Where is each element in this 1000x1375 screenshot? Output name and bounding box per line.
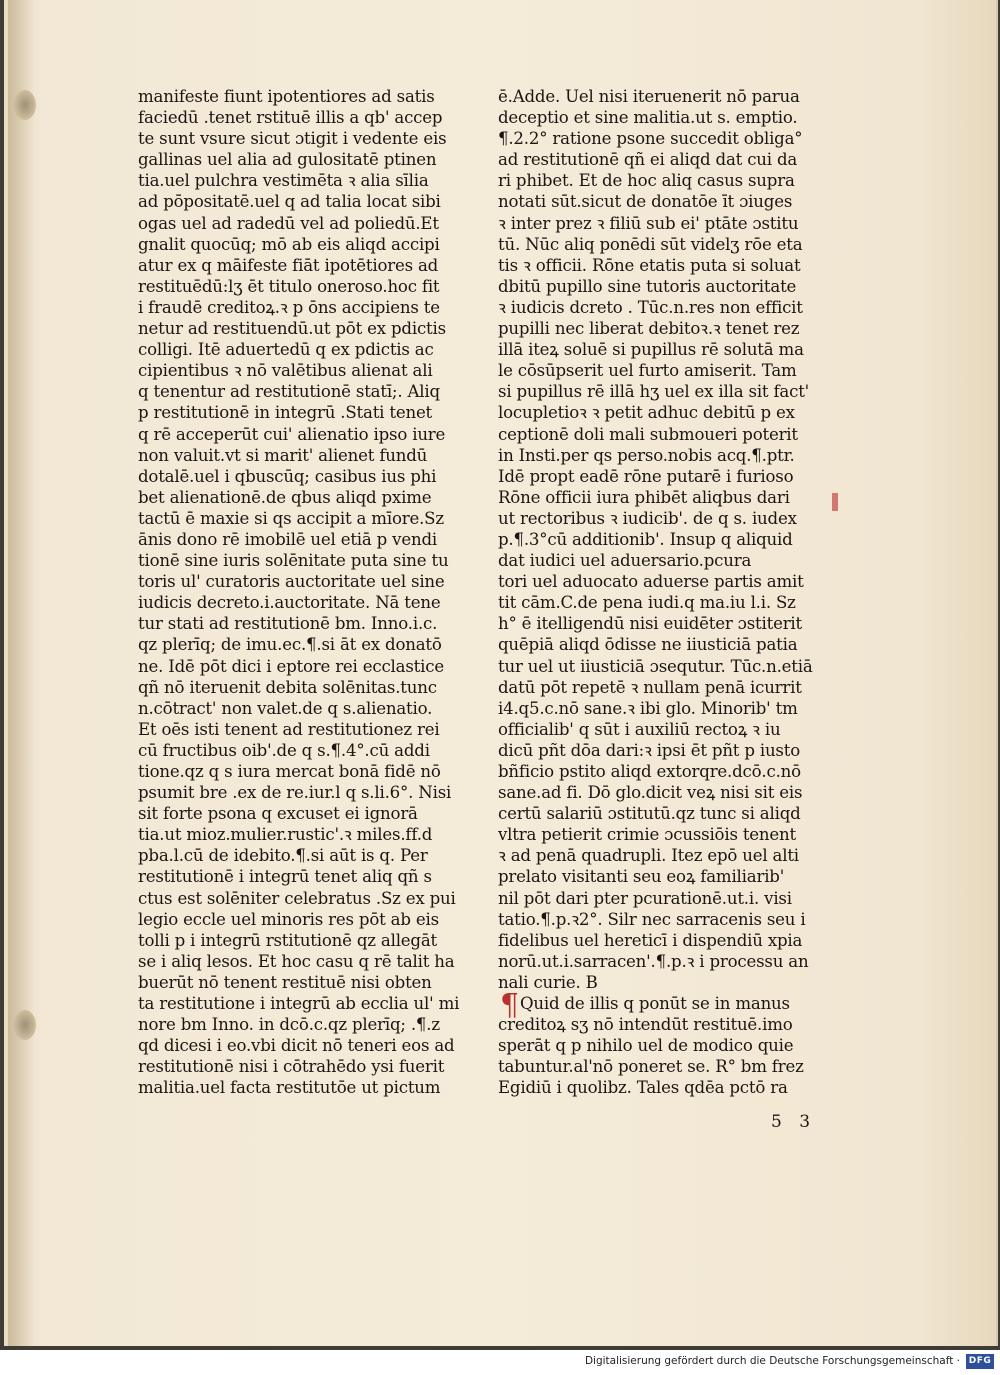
text-line: ut rectoribus ꝛ iudicib'. de q s. iudex: [498, 508, 797, 528]
text-line: Egidiū i quolibz. Tales qdēa pctō ra: [498, 1078, 788, 1098]
text-line: sit forte psona q excuset ei ignorā: [138, 804, 418, 824]
text-line: dotalē.uel i qbuscūq; casibus ius phi: [138, 466, 437, 486]
text-line: pupilli nec liberat debitoꝛ.ꝛ tenet rez: [498, 319, 800, 339]
text-line: pba.l.cū de idebito.¶.si aūt is q. Per: [138, 846, 428, 866]
text-line: te sunt vsure sicut ɔtigit i vedente eis: [138, 129, 447, 149]
text-column-left: [138, 86, 478, 1099]
text-line: qd dicesi i eo.vbi dicit nō teneri eos ad: [138, 1036, 455, 1056]
page-signature: 5 3: [771, 1112, 817, 1132]
text-line: gnalit quocūq; mō ab eis aliqd accipi: [138, 234, 440, 254]
text-line: restituēdū:lʒ ēt titulo oneroso.hoc fit: [138, 276, 440, 296]
text-line: tionē sine iuris solēnitate puta sine tu: [138, 551, 449, 571]
text-line: in Insti.per qs perso.nobis acq.¶.ptr.: [498, 445, 795, 465]
text-line: dicū pñt dōa dari:ꝛ ipsi ēt pñt p iusto: [498, 740, 801, 760]
text-line: tū. Nūc aliq ponēdi sūt videlʒ rōe eta: [498, 234, 803, 254]
text-line: nil pōt dari pter pcurationē.ut.i. visi: [498, 888, 792, 908]
text-line: manifeste fiunt ipotentiores ad satis: [138, 87, 435, 106]
text-line: bñficio pstito aliqd extorqre.dcō.c.nō: [498, 762, 801, 781]
text-line: legio eccle uel minoris res pōt ab eis: [138, 909, 439, 929]
text-line: ē.Adde. Uel nisi iteruenerit nō parua: [498, 87, 800, 106]
text-line: bet alienationē.de qbus aliqd pxime: [138, 487, 432, 507]
text-line: cū fructibus oib'.de q s.¶.4°.cū addi: [138, 740, 430, 760]
footer-bar: [0, 1350, 1000, 1375]
text-line: n.cōtract' non valet.de q s.alienatio.: [138, 698, 433, 718]
text-line: tur stati ad restitutionē bm. Inno.i.c.: [138, 614, 438, 634]
binding-gutter: [8, 0, 34, 1346]
text-line: ānis dono rē imobilē uel etiā p vendi: [138, 529, 437, 549]
text-line: ctus est solēniter celebratus .Sz ex pui: [138, 888, 456, 908]
text-line: qñ nō iteruenit debita solēnitas.tunc: [138, 677, 437, 697]
text-line: tia.ut mioz.mulier.rustic'.ꝛ miles.ff.d: [138, 825, 433, 845]
text-line: dat iudici uel aduersario.pcura: [498, 551, 752, 571]
text-line: Et oēs isti tenent ad restitutionez rei: [138, 719, 440, 739]
text-line: prelato visitanti seu eoꝝ familiarib': [498, 867, 785, 887]
text-line: vltra petierit crimie ɔcussiōis tenent: [498, 825, 796, 845]
text-line: Idē propt eadē rōne putarē i furioso: [498, 466, 794, 486]
text-line: Quid de illis q ponūt se in manus: [520, 994, 790, 1014]
text-line: norū.ut.i.sarracen'.¶.p.ꝛ i processu an: [498, 951, 809, 971]
funding-credit: Digitalisierung gefördert durch die Deutsche Forschungsgemeinschaft ·: [584, 1355, 960, 1367]
text-line: tur uel ut iiusticiā ɔsequtur. Tūc.n.etiā: [498, 656, 813, 676]
text-line: ogas uel ad radedū vel ad poliedū.Et: [138, 213, 439, 233]
text-line: tione.qz q s iura mercat bonā fidē nō: [138, 762, 441, 781]
rubrication-mark: [832, 493, 838, 511]
text-line: ad pōpositatē.uel q ad talia locat sibi: [138, 192, 441, 212]
text-line: Rōne officii iura phibēt aliqbus dari: [498, 487, 790, 507]
binding-hole: [14, 1010, 36, 1040]
text-line: sane.ad fi. Dō glo.dicit veꝝ nisi sit eis: [498, 783, 803, 803]
text-line: h° ē itelligendū nisi euidēter ɔstiterit: [498, 614, 803, 634]
text-line: locupletioꝛ ꝛ petit adhuc debitū p ex: [498, 403, 795, 423]
text-line: deceptio et sine malitia.ut s. emptio.: [498, 108, 798, 128]
text-line: p.¶.3°cū additionib'. Insup q aliquid: [498, 529, 793, 549]
red-paragraph-mark-icon: ¶: [500, 988, 520, 1023]
text-line: ri phibet. Et de hoc aliq casus supra: [498, 171, 795, 191]
text-line: q rē acceperūt cui' alienatio ipso iure: [138, 424, 446, 444]
text-line: certū salariū ɔstitutū.qz tunc si aliqd: [498, 804, 801, 824]
text-line: fidelibus uel hereticī i dispendiū xpia: [498, 930, 803, 950]
text-line: ꝛ ad penā quadrupli. Itez epō uel alti: [498, 846, 799, 866]
text-line: restitutionē nisi i cōtrahēdo ysi fuerit: [138, 1057, 445, 1077]
text-line: i fraudē creditoꝝ.ꝛ p ōns accipiens te: [138, 297, 440, 317]
text-line: tia.uel pulchra vestimēta ꝛ alia sīlia: [138, 171, 429, 191]
text-line: datū pōt repetē ꝛ nullam penā icurrit: [498, 677, 802, 697]
text-line: se i aliq lesos. Et hoc casu q rē talit ha: [138, 951, 455, 971]
text-line: officialib' q sūt i auxiliū rectoꝝ ꝛ iu: [498, 719, 781, 739]
text-line: tabuntur.al'nō poneret se. R° bm frez: [498, 1057, 804, 1077]
text-line: ceptionē doli mali submoueri poterit: [498, 424, 798, 444]
text-line: ꝛ iudicis dcreto . Tūc.n.res non efficit: [498, 297, 803, 317]
text-line: iudicis decreto.i.auctoritate. Nā tene: [138, 593, 441, 613]
text-line: netur ad restituendū.ut pōt ex pdictis: [138, 319, 446, 339]
text-line: atur ex q māifeste fiāt ipotētiores ad: [138, 255, 439, 275]
text-line: colligi. Itē aduertedū q ex pdictis ac: [138, 340, 434, 360]
text-line: toris ul' curatoris auctoritate uel sine: [138, 572, 445, 592]
binding-hole: [14, 90, 36, 120]
text-line: ad restitutionē qñ ei aliqd dat cui da: [498, 150, 798, 170]
text-line: non valuit.vt si marit' alienet fundū: [138, 445, 428, 465]
text-line: faciedū .tenet rstituē illis a qb' accep: [138, 108, 443, 128]
text-line: tactū ē maxie si qs accipit a mīore.Sz: [138, 508, 444, 528]
text-line: tis ꝛ officii. Rōne etatis puta si soluat: [498, 255, 801, 275]
text-line: ꝛ inter prez ꝛ filiū sub ei' ptāte ɔstitu: [498, 213, 799, 233]
text-line: notati sūt.sicut de donatōe īt ɔiuges: [498, 192, 793, 212]
text-line: tatio.¶.p.ꝛ2°. Silr nec sarracenis seu i: [498, 909, 806, 929]
text-line: restitutionē i integrū tenet aliq qñ s: [138, 867, 432, 887]
text-line: gallinas uel alia ad gulositatē ptinen: [138, 150, 437, 170]
text-line: ta restitutione i integrū ab ecclia ul' mi: [138, 994, 460, 1014]
text-line: nali curie. B: [498, 972, 598, 992]
text-line: tori uel aduocato aduerse partis amit: [498, 572, 804, 592]
text-line: cipientibus ꝛ nō valētibus alienat ali: [138, 361, 433, 381]
text-column-right: [498, 86, 838, 1099]
text-line: illā iteꝝ soluē si pupillus rē solutā ma: [498, 340, 804, 360]
text-line: q tenentur ad restitutionē statī;. Aliq: [138, 382, 440, 402]
text-line: tit cām.C.de pena iudi.q ma.iu l.i. Sz: [498, 593, 796, 613]
text-line: i4.q5.c.nō sane.ꝛ ibi glo. Minorib' tm: [498, 698, 798, 718]
text-line: creditoꝝ sʒ nō intendūt restituē.imo: [498, 1015, 793, 1035]
text-line: p restitutionē in integrū .Stati tenet: [138, 403, 433, 423]
text-line: si pupillus rē illā hʒ uel ex illa sit fact': [498, 382, 810, 402]
text-line: ¶.2.2° ratione psone succedit obliga°: [498, 129, 803, 149]
text-line: sperāt q p nihilo uel de modico quie: [498, 1036, 794, 1056]
text-line: qz plerīq; de imu.ec.¶.si āt ex donatō: [138, 635, 442, 655]
text-line: le cōsūpserit uel furto amiserit. Tam: [498, 361, 797, 381]
text-line: nore bm Inno. in dcō.c.qz plerīq; .¶.z: [138, 1015, 440, 1035]
text-line: psumit bre .ex de re.iur.l q s.li.6°. Nisi: [138, 783, 452, 803]
text-line: tolli p i integrū rstitutionē qz allegāt: [138, 930, 438, 950]
dfg-logo: DFG: [966, 1354, 994, 1369]
text-line: quēpiā aliqd ōdisse ne iiusticiā patia: [498, 635, 798, 655]
text-line: malitia.uel facta restitutōe ut pictum: [138, 1078, 441, 1098]
text-line: ne. Idē pōt dici i eptore rei ecclastice: [138, 656, 444, 676]
text-line: buerūt nō tenent restituē nisi obten: [138, 972, 432, 992]
text-line: dbitū pupillo sine tutoris auctoritate: [498, 276, 797, 296]
